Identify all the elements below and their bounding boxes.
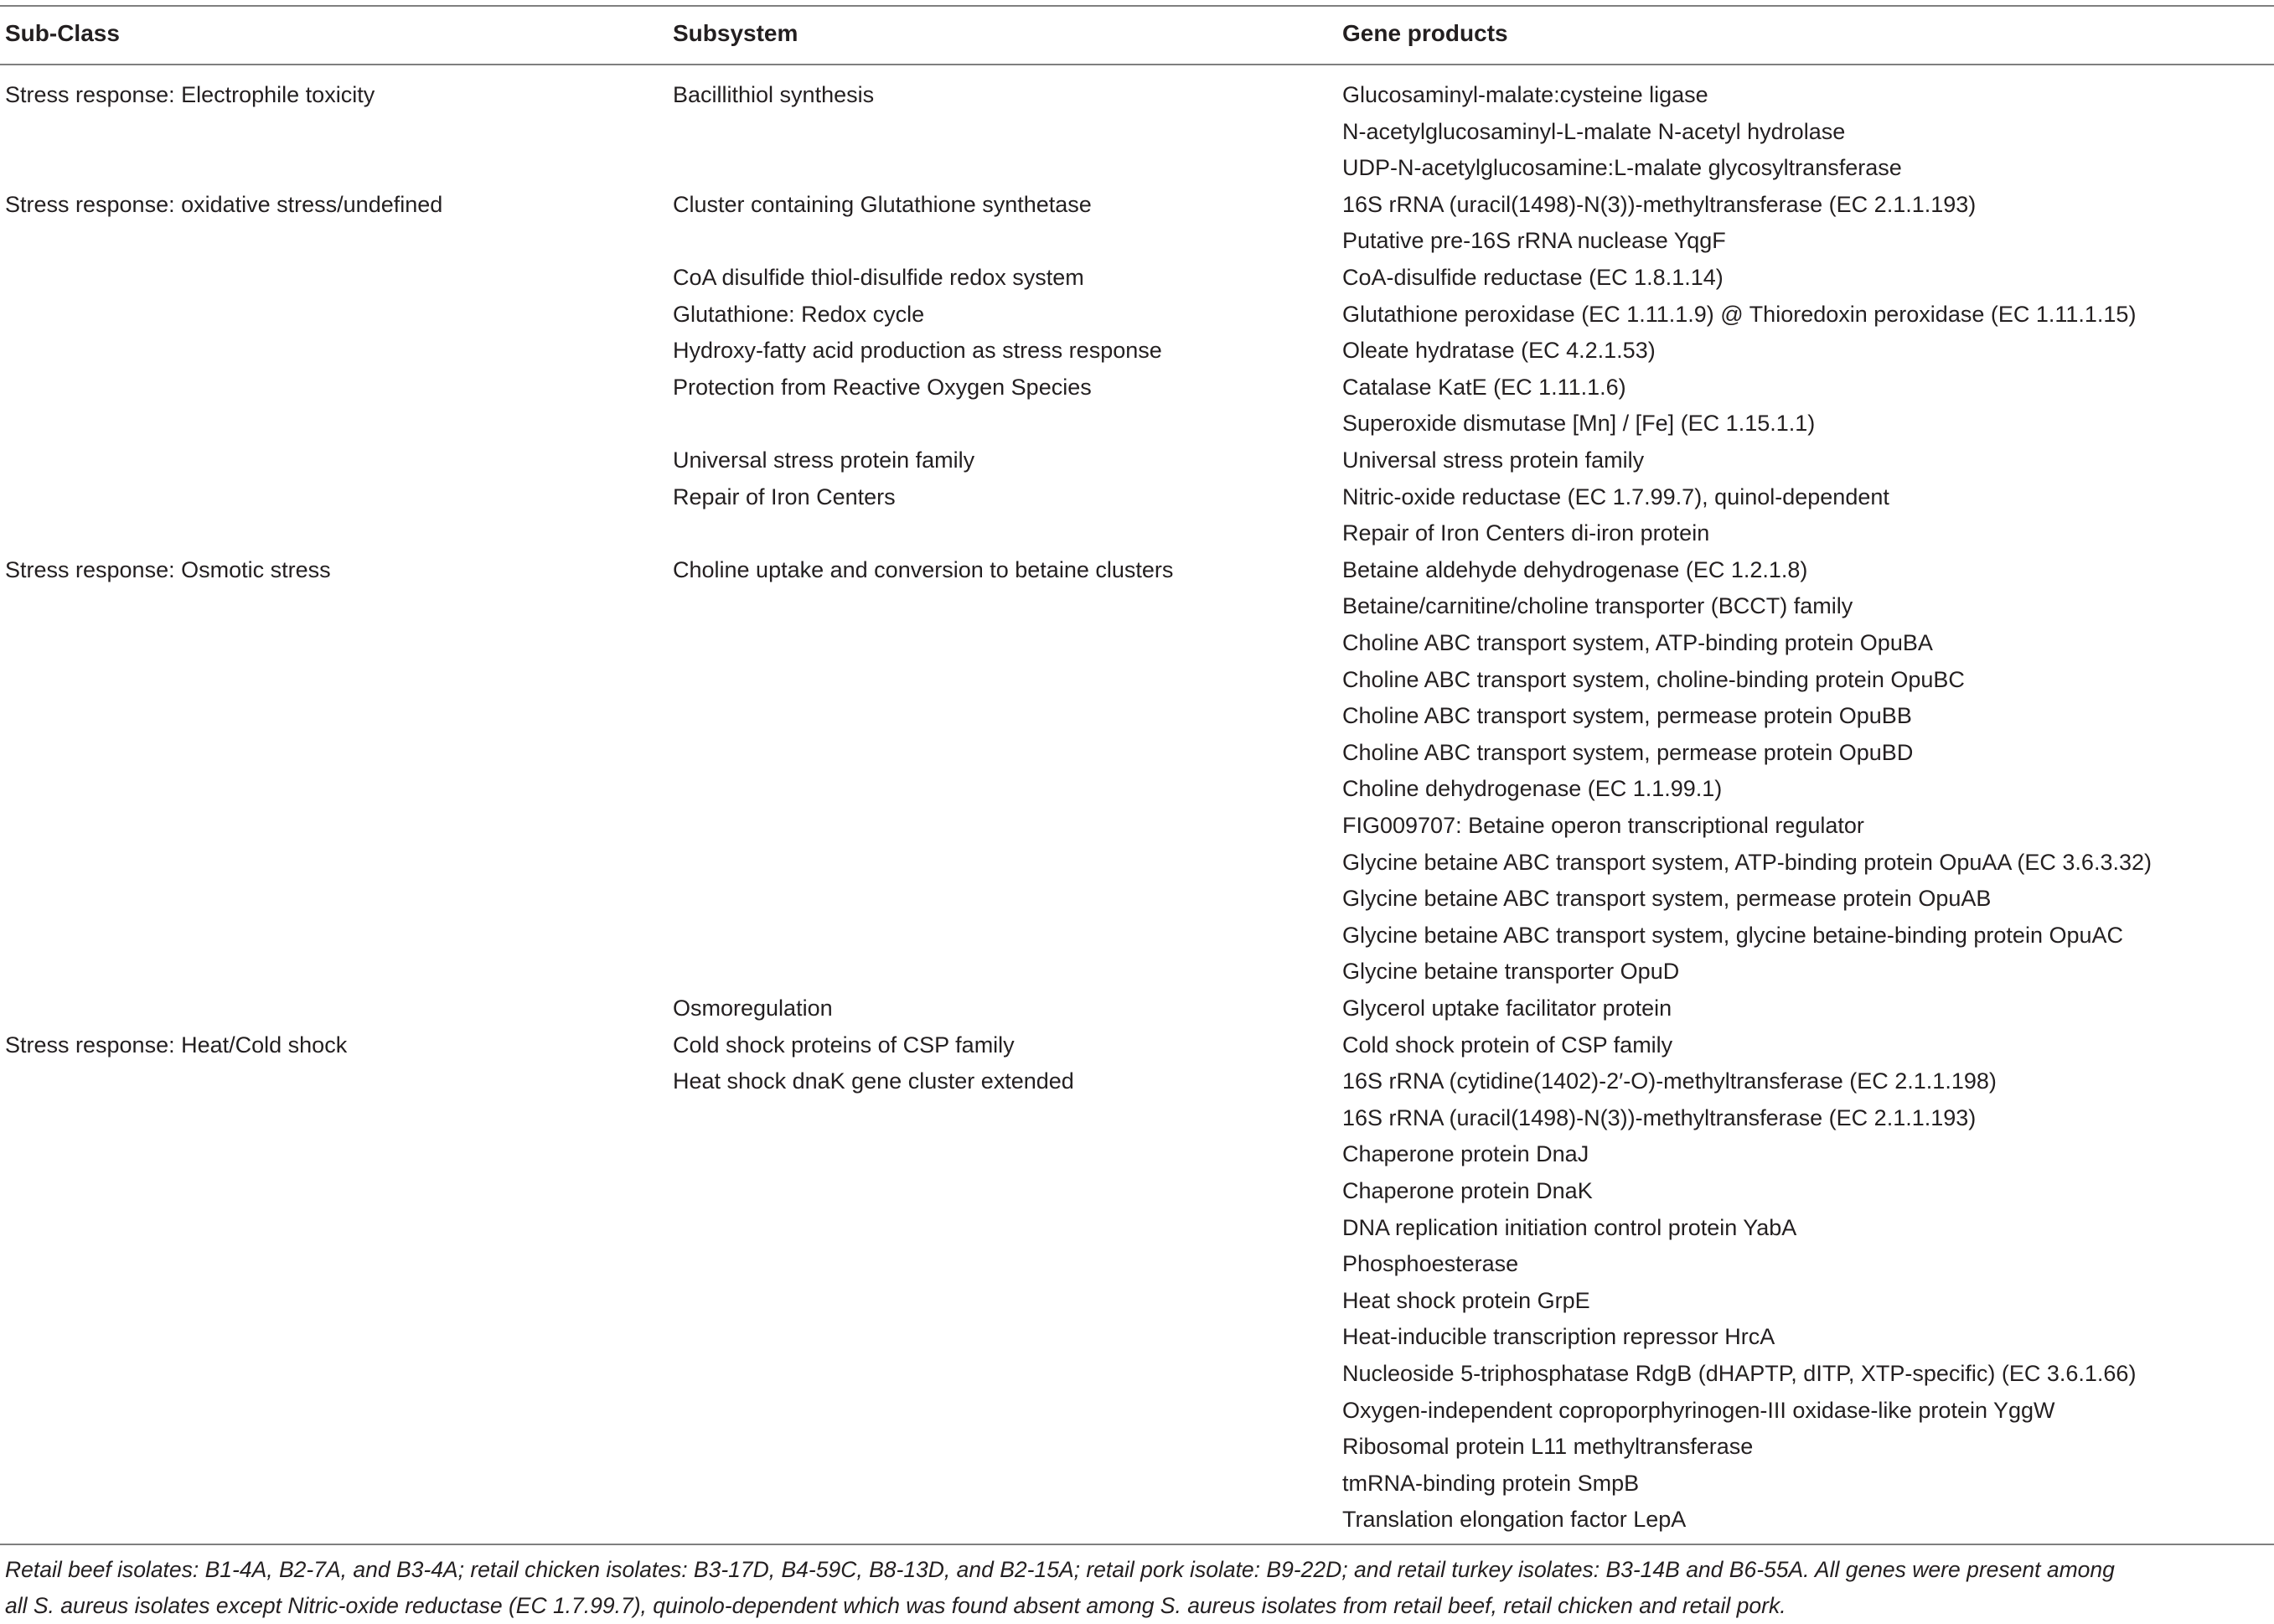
table-bottom-rule xyxy=(0,1544,2274,1545)
header-bottom-rule xyxy=(0,64,2274,65)
cell-gene-product: 16S rRNA (uracil(1498)-N(3))-methyltransferase (EC 2.1.1.193) xyxy=(1342,1104,1977,1130)
cell-gene-product: Glutathione peroxidase (EC 1.11.1.9) @ Thioredoxin peroxidase (EC 1.11.1.15) xyxy=(1342,301,2137,327)
cell-gene-product: Nitric-oxide reductase (EC 1.7.99.7), quinol-dependent xyxy=(1342,484,1889,509)
cell-gene-product: Glycine betaine transporter OpuD xyxy=(1342,959,1680,985)
cell-gene-product: Glycine betaine ABC transport system, glycine betaine-binding protein OpuAC xyxy=(1342,922,2124,948)
header-gene-products: Gene products xyxy=(1342,20,1508,46)
header-subclass: Sub-Class xyxy=(5,20,120,46)
cell-gene-product: Cold shock protein of CSP family xyxy=(1342,1032,1673,1058)
cell-subsystem: Hydroxy-fatty acid production as stress response xyxy=(673,338,1162,364)
cell-gene-product: Repair of Iron Centers di-iron protein xyxy=(1342,520,1710,546)
cell-gene-product: 16S rRNA (cytidine(1402)-2′-O)-methyltransferase (EC 2.1.1.198) xyxy=(1342,1068,1997,1094)
cell-gene-product: Choline ABC transport system, permease protein OpuBD xyxy=(1342,739,1914,765)
cell-subsystem: Cold shock proteins of CSP family xyxy=(673,1032,1015,1058)
cell-gene-product: Chaperone protein DnaJ xyxy=(1342,1141,1589,1167)
cell-gene-product: Glucosaminyl-malate:cysteine ligase xyxy=(1342,82,1708,107)
cell-subsystem: Osmoregulation xyxy=(673,996,833,1021)
header-subsystem: Subsystem xyxy=(673,20,798,46)
cell-gene-product: Heat-inducible transcription repressor HrcA xyxy=(1342,1324,1775,1350)
cell-subsystem: Heat shock dnaK gene cluster extended xyxy=(673,1068,1074,1094)
cell-gene-product: Betaine aldehyde dehydrogenase (EC 1.2.1.8) xyxy=(1342,556,1808,582)
footnote-line-1: Retail beef isolates: B1-4A, B2-7A, and B3-4A; retail chicken isolates: B3-17D, B4-59C, B8-13D, and B2-15A; retail pork isolate: B9-22D; and retail turkey isolates: B3-14B and B6-55A. All genes were present among xyxy=(5,1557,2115,1582)
cell-subclass: Stress response: Heat/Cold shock xyxy=(5,1032,348,1058)
cell-gene-product: Choline ABC transport system, permease protein OpuBB xyxy=(1342,703,1912,729)
cell-subclass: Stress response: Electrophile toxicity xyxy=(5,82,375,107)
cell-subsystem: Repair of Iron Centers xyxy=(673,484,896,509)
cell-gene-product: Glycerol uptake facilitator protein xyxy=(1342,996,1672,1021)
cell-gene-product: Universal stress protein family xyxy=(1342,447,1645,473)
cell-gene-product: Glycine betaine ABC transport system, ATP-binding protein OpuAA (EC 3.6.3.32) xyxy=(1342,849,2152,875)
cell-gene-product: Chaperone protein DnaK xyxy=(1342,1178,1593,1203)
cell-subsystem: Glutathione: Redox cycle xyxy=(673,301,925,327)
cell-gene-product: CoA-disulfide reductase (EC 1.8.1.14) xyxy=(1342,265,1724,290)
cell-gene-product: Betaine/carnitine/choline transporter (BCCT) family xyxy=(1342,593,1853,619)
cell-gene-product: tmRNA-binding protein SmpB xyxy=(1342,1470,1640,1496)
cell-gene-product: 16S rRNA (uracil(1498)-N(3))-methyltransferase (EC 2.1.1.193) xyxy=(1342,191,1977,217)
footnote-line-2: all S. aureus isolates except Nitric-oxide reductase (EC 1.7.99.7), quinolo-dependent which was found absent among S. aureus isolates from retail beef, retail chicken and retail pork. xyxy=(5,1593,1786,1618)
cell-gene-product: Translation elongation factor LepA xyxy=(1342,1507,1687,1533)
cell-gene-product: Putative pre-16S rRNA nuclease YqgF xyxy=(1342,228,1726,254)
cell-subsystem: Universal stress protein family xyxy=(673,447,975,473)
cell-gene-product: Glycine betaine ABC transport system, permease protein OpuAB xyxy=(1342,886,1992,912)
cell-gene-product: Oxygen-independent coproporphyrinogen-III oxidase-like protein YggW xyxy=(1342,1397,2055,1423)
cell-gene-product: DNA replication initiation control protein YabA xyxy=(1342,1214,1797,1240)
cell-gene-product: Heat shock protein GrpE xyxy=(1342,1287,1590,1313)
cell-subsystem: Cluster containing Glutathione synthetase xyxy=(673,191,1092,217)
table-top-rule xyxy=(0,5,2274,7)
cell-gene-product: Choline ABC transport system, ATP-binding protein OpuBA xyxy=(1342,630,1933,655)
cell-gene-product: N-acetylglucosaminyl-L-malate N-acetyl hydrolase xyxy=(1342,118,1846,144)
cell-gene-product: Nucleoside 5-triphosphatase RdgB (dHAPTP, dITP, XTP-specific) (EC 3.6.1.66) xyxy=(1342,1361,2137,1386)
cell-gene-product: Superoxide dismutase [Mn] / [Fe] (EC 1.15.1.1) xyxy=(1342,411,1816,437)
cell-gene-product: UDP-N-acetylglucosamine:L-malate glycosyltransferase xyxy=(1342,155,1902,181)
cell-subsystem: Protection from Reactive Oxygen Species xyxy=(673,374,1092,400)
cell-subsystem: CoA disulfide thiol-disulfide redox system xyxy=(673,265,1084,290)
cell-gene-product: Catalase KatE (EC 1.11.1.6) xyxy=(1342,374,1626,400)
cell-gene-product: FIG009707: Betaine operon transcriptional regulator xyxy=(1342,813,1864,838)
cell-gene-product: Phosphoesterase xyxy=(1342,1251,1519,1277)
cell-subclass: Stress response: oxidative stress/undefined xyxy=(5,191,443,217)
cell-gene-product: Choline ABC transport system, choline-binding protein OpuBC xyxy=(1342,666,1965,692)
cell-gene-product: Choline dehydrogenase (EC 1.1.99.1) xyxy=(1342,776,1723,802)
cell-subsystem: Bacillithiol synthesis xyxy=(673,82,875,107)
cell-gene-product: Oleate hydratase (EC 4.2.1.53) xyxy=(1342,338,1656,364)
cell-subsystem: Choline uptake and conversion to betaine clusters xyxy=(673,556,1174,582)
table-footnote xyxy=(5,1552,2267,1624)
cell-subclass: Stress response: Osmotic stress xyxy=(5,556,331,582)
cell-gene-product: Ribosomal protein L11 methyltransferase xyxy=(1342,1434,1754,1460)
